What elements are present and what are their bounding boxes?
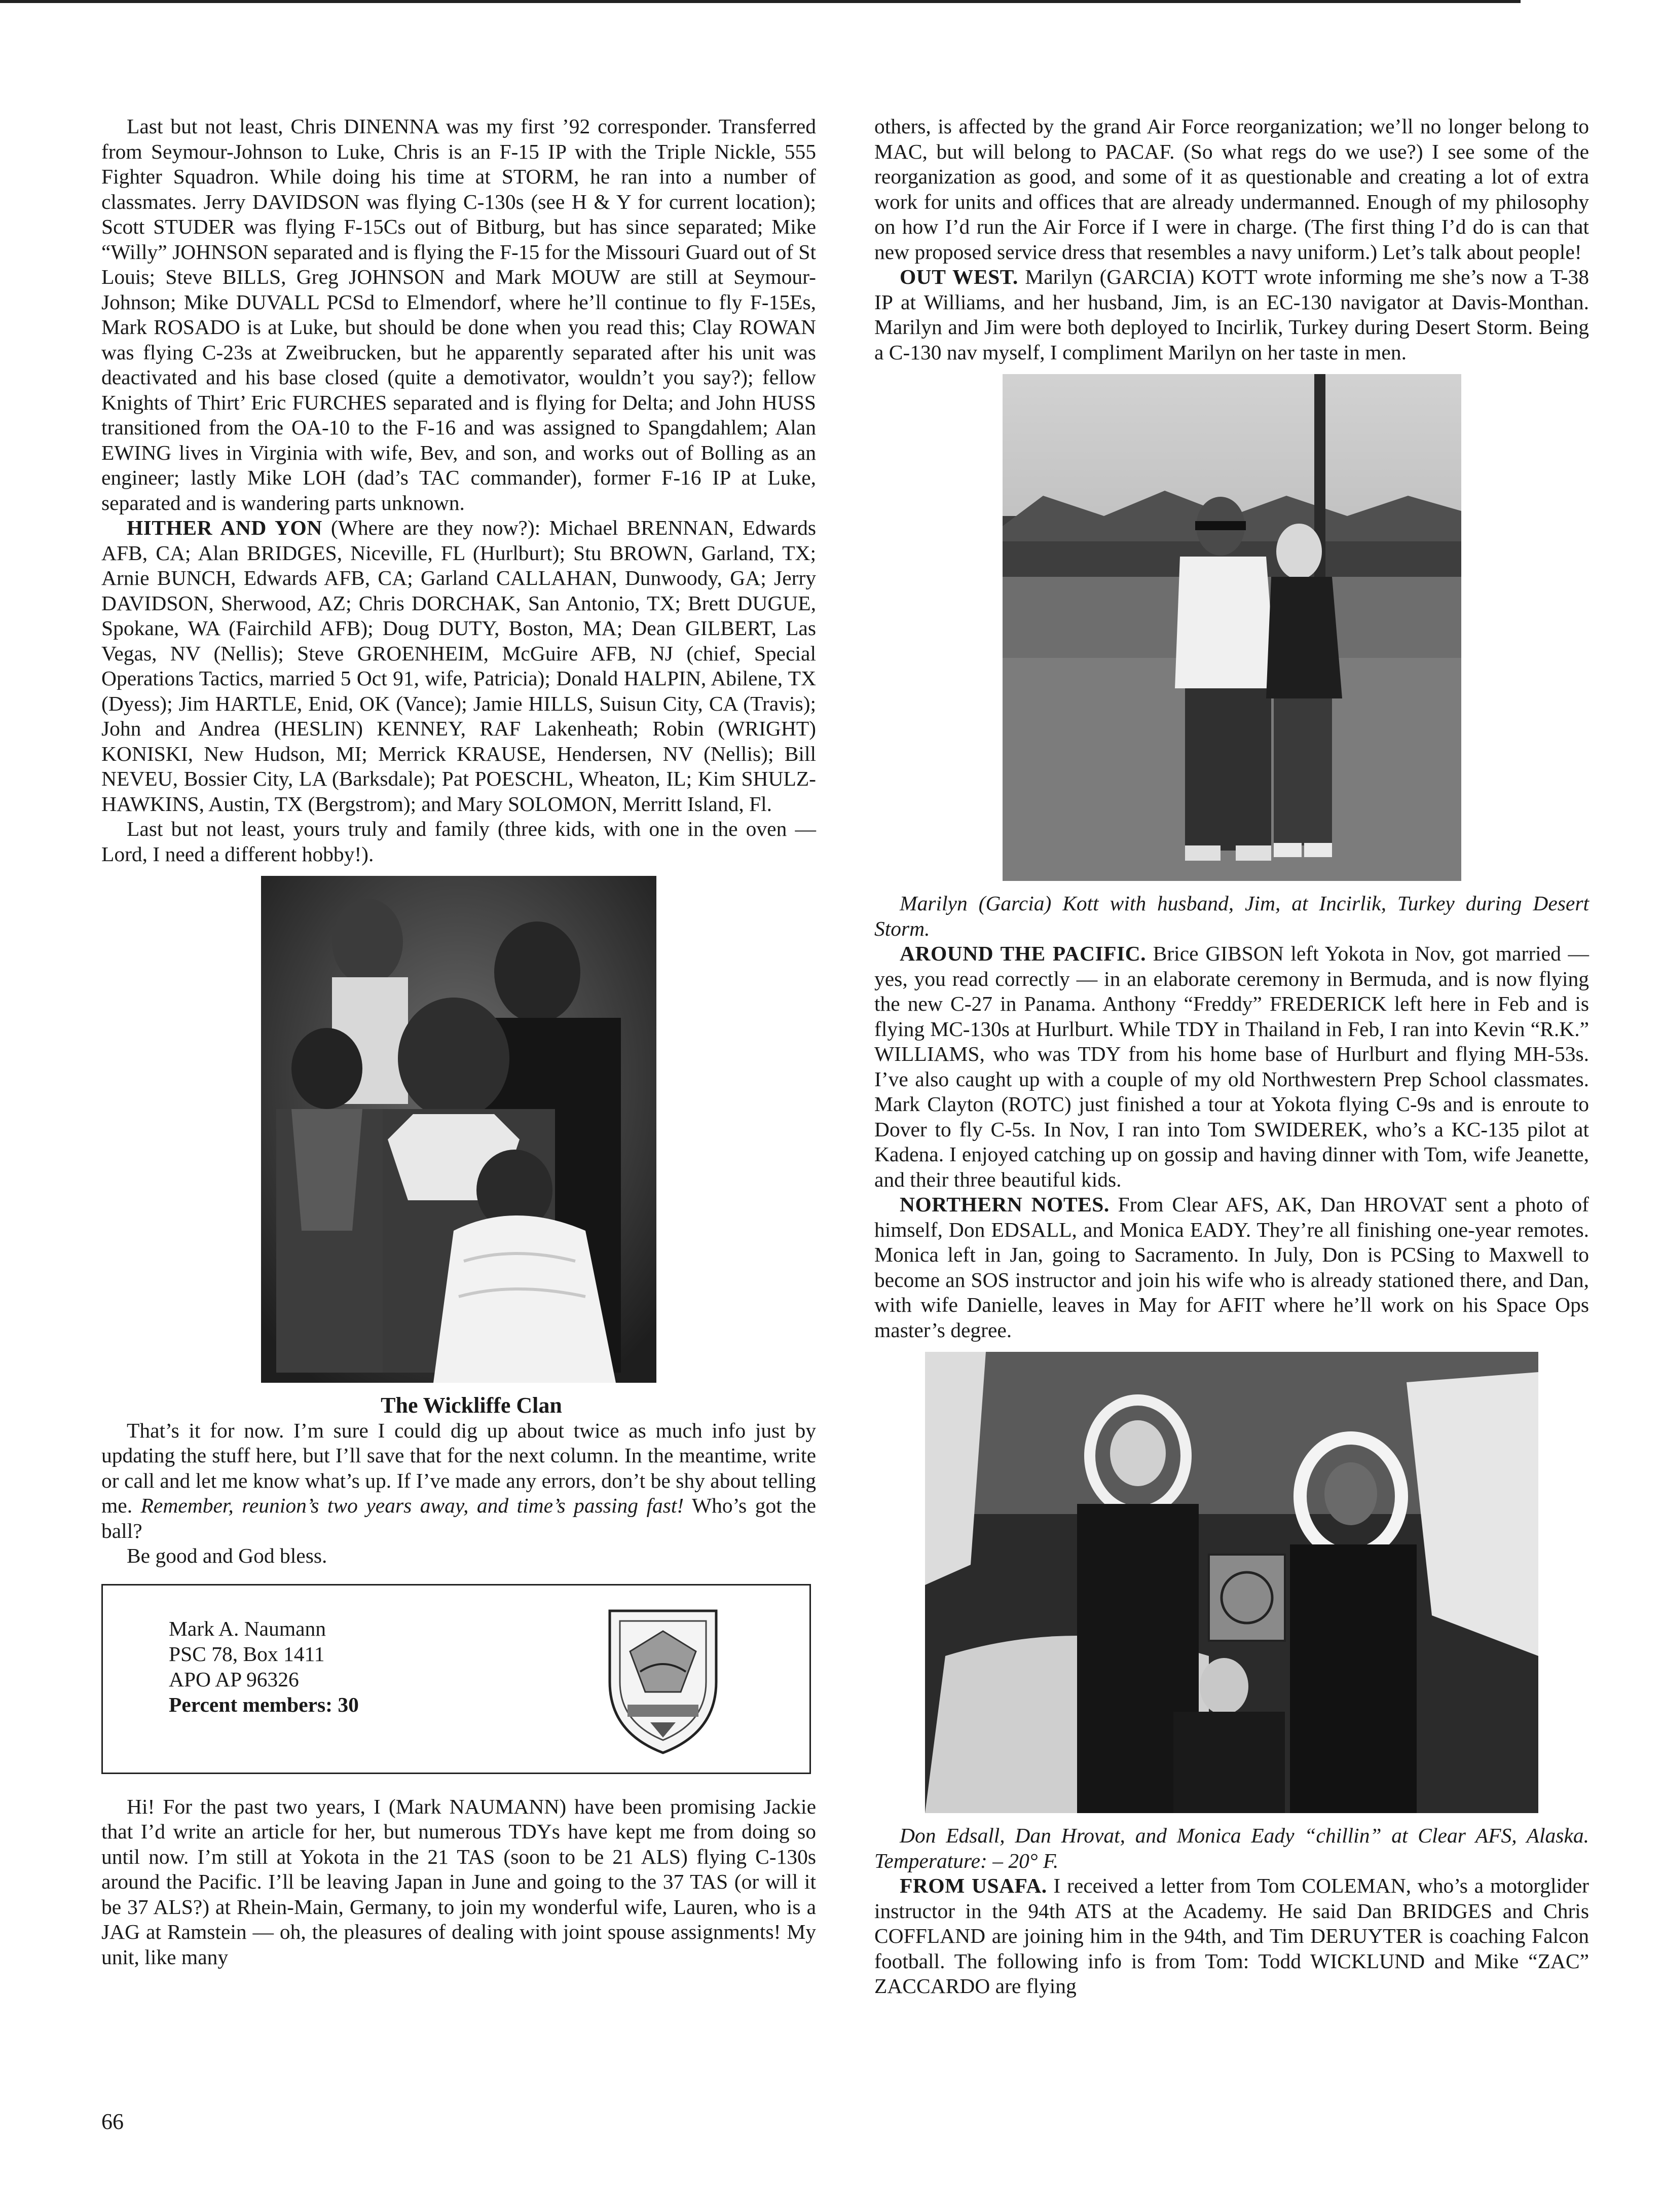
class-crest-icon bbox=[600, 1601, 726, 1758]
photo-caption: The Wickliffe Clan bbox=[381, 1393, 562, 1418]
address-line: APO AP 96326 bbox=[169, 1667, 299, 1691]
photo-caption: Marilyn (Garcia) Kott with husband, Jim, at Incirlik, Turkey during Desert Storm. bbox=[874, 892, 1589, 940]
paragraph: Last but not least, Chris DINENNA was my first ’92 corresponder. Transferred from Seymour-Johnson to Luke, Chris is an F-15 IP with the Triple Nickle, 555 Fighter Squadron. While doing his time at STORM, he ran into a number of classmates. Jerry DAVIDSON was flying C-130s (see H & Y for current location); Scott STUDER was flying F-15Cs out of Bitburg, but has since separated; Mike “Willy” JOHNSON separated and is flying the F-15 for the Missouri Guard out of St Louis; Steve BILLS, Greg JOHNSON and Mark MOUW are still at Seymour-Johnson; Mike DUVALL PCSd to Elmendorf, where he’ll continue to fly F-15Es, Mark ROSADO is at Luke, but should be done when you read this; Clay ROWAN was flying C-23s at Zweibrucken, but he apparently separated after his unit was deactivated and his base closed (quite a demotivator, wouldn’t you say?); fellow Knights of Thirt’ Eric FURCHES separated and is flying for Delta; and John HUSS transitioned from the OA-10 to the F-16 and was assigned to Spangdahlem; Alan EWING lives in Virginia with wife, Bev, and son, and works out of Bolling as an engineer; lastly Mike LOH (dad’s TAC commander), former F-16 IP at Luke, separated and is wandering parts unknown. bbox=[101, 115, 816, 514]
section-lead: NORTHERN NOTES. bbox=[900, 1193, 1110, 1216]
paragraph: Last but not least, yours truly and family (three kids, with one in the oven — Lord, I need a different hobby!). bbox=[101, 817, 816, 866]
left-column bbox=[101, 114, 816, 1970]
page-number: 66 bbox=[101, 2109, 124, 2134]
top-rule bbox=[0, 0, 1521, 3]
percent-members: Percent members: 30 bbox=[169, 1692, 359, 1716]
photo-caption: Don Edsall, Dan Hrovat, and Monica Eady “chillin” at Clear AFS, Alaska. Temperature: – 20° F. bbox=[874, 1824, 1589, 1872]
section-lead: FROM USAFA. bbox=[900, 1874, 1047, 1897]
paragraph: FROM USAFA. I received a letter from Tom COLEMAN, who’s a motorglider instructor in the 94th ATS at the Academy. He said Dan BRIDGES and Chris COFFLAND are joining him in the 94th, and Tim DERUYTER is coaching Falcon football. The following info is from Tom: Todd WICKLUND and Mike “ZAC” ZACCARDO are flying bbox=[874, 1874, 1590, 1998]
paragraph: NORTHERN NOTES. From Clear AFS, AK, Dan HROVAT sent a photo of himself, Don EDSALL, and Monica EADY. They’re all finishing one-year remotes. Monica left in Jan, going to Sacramento. In July, Don is PCSing to Maxwell to become an SOS instructor and join his wife who is already stationed there, and Dan, with wife Danielle, leaves in May for AFIT where he’ll work on his Space Ops master’s degree. bbox=[874, 1193, 1589, 1342]
alaska-photo bbox=[925, 1352, 1538, 1813]
paragraph: HITHER AND YON (Where are they now?): Michael BRENNAN, Edwards AFB, CA; Alan BRIDGES, Niceville, FL (Hurlburt); Stu BROWN, Garland, TX; Arnie BUNCH, Edwards AFB, CA; Garland CALLAHAN, Dunwoody, GA; Jerry DAVIDSON, Sherwood, AZ; Chris DORCHAK, San Antonio, TX; Brett DUGUE, Spokane, WA (Fairchild AFB); Doug DUTY, Boston, MA; Dean GILBERT, Las Vegas, NV (Nellis); Steve GROENHEIM, McGuire AFB, NJ (chief, Special Operations Tactics, married 5 Oct 91, wife, Patricia); Donald HALPIN, Abilene, TX (Dyess); Jim HARTLE, Enid, OK (Vance); Jamie HILLS, Suisun City, CA (Travis); John and Andrea (HESLIN) KENNEY, RAF Lakenheath; Robin (WRIGHT) KONISKI, New Hudson, MI; Merrick KRAUSE, Hendersen, NV (Nellis); Bill NEVEU, Bossier City, LA (Barksdale); Pat POESCHL, Wheaton, IL; Kim SHULZ-HAWKINS, Austin, TX (Bergstrom); and Mary SOLOMON, Merritt Island, Fl. bbox=[101, 516, 816, 816]
paragraph: That’s it for now. I’m sure I could dig up about twice as much info just by updating the stuff here, but I’ll save that for the next column. In the meantime, write or call and let me know what’s up. If I’ve made any errors, don’t be shy about telling me. Remember, reunion’s two years away, and time’s passing fast! Who’s got the ball? bbox=[101, 1418, 816, 1542]
paragraph: AROUND THE PACIFIC. Brice GIBSON left Yokota in Nov, got married — yes, you read correctly — in an elaborate ceremony in Bermuda, and is now flying the new C-27 in Panama. Anthony “Freddy” FREDERICK left here in Feb and is flying MC-130s at Hurlburt. While TDY in Thailand in Feb, I ran into Kevin “R.K.” WILLIAMS, who was TDY from his home base of Hurlburt and flying MH-53s. I’ve also caught up with a couple of my old Northwestern Prep School classmates. Mark Clayton (ROTC) just finished a tour at Yokota flying C-9s and is enroute to Dover to fly C-5s. In Nov, I ran into Tom SWIDEREK, who’s a KC-135 pilot at Kadena. I enjoyed catching up on gossip and having dinner with Tom, wife Jeanette, and their three beautiful kids. bbox=[874, 942, 1589, 1191]
paragraph: others, is affected by the grand Air Force reorganization; we’ll no longer belong to MAC, but will belong to PACAF. (So what regs do we use?) I see some of the reorganization as good, and some of it as questionable and creating a lot of extra work for units and offices that are already undermanned. Enough of my philosophy on how I’d run the Air Force if I were in charge. (The first thing I’d do is can that new proposed service dress that resembles a navy uniform.) Let’s talk about people! bbox=[874, 115, 1589, 264]
kott-photo bbox=[1003, 374, 1461, 881]
right-column bbox=[874, 114, 1589, 1999]
address-block bbox=[169, 1616, 359, 1717]
paragraph: Hi! For the past two years, I (Mark NAUMANN) have been promising Jackie that I’d write an article for her, but numerous TDYs have kept me from doing so until now. I’m still at Yokota in the 21 TAS (soon to be 21 ALS) flying C-130s around the Pacific. I’ll be leaving Japan in June and going to the 37 TAS (or will it be 37 ALS?) at Rhein-Main, Germany, to join my wonderful wife, Lauren, who is a JAG at Ramstein — oh, the pleasures of dealing with joint spouse assignments! My unit, like many bbox=[101, 1794, 816, 1969]
correspondent-name: Mark A. Naumann bbox=[169, 1616, 326, 1640]
paragraph: OUT WEST. Marilyn (GARCIA) KOTT wrote informing me she’s now a T-38 IP at Williams, and her husband, Jim, is an EC-130 navigator at Davis-Monthan. Marilyn and Jim were both deployed to Incirlik, Turkey during Desert Storm. Being a C-130 nav myself, I compliment Marilyn on her taste in men. bbox=[874, 265, 1589, 364]
section-lead: AROUND THE PACIFIC. bbox=[900, 942, 1147, 965]
address-line: PSC 78, Box 1411 bbox=[169, 1642, 325, 1666]
paragraph: Be good and God bless. bbox=[127, 1544, 327, 1567]
section-lead: HITHER AND YON bbox=[127, 516, 322, 539]
section-lead: OUT WEST. bbox=[900, 265, 1018, 288]
correspondent-address-box bbox=[101, 1584, 811, 1774]
family-photo bbox=[261, 876, 656, 1383]
